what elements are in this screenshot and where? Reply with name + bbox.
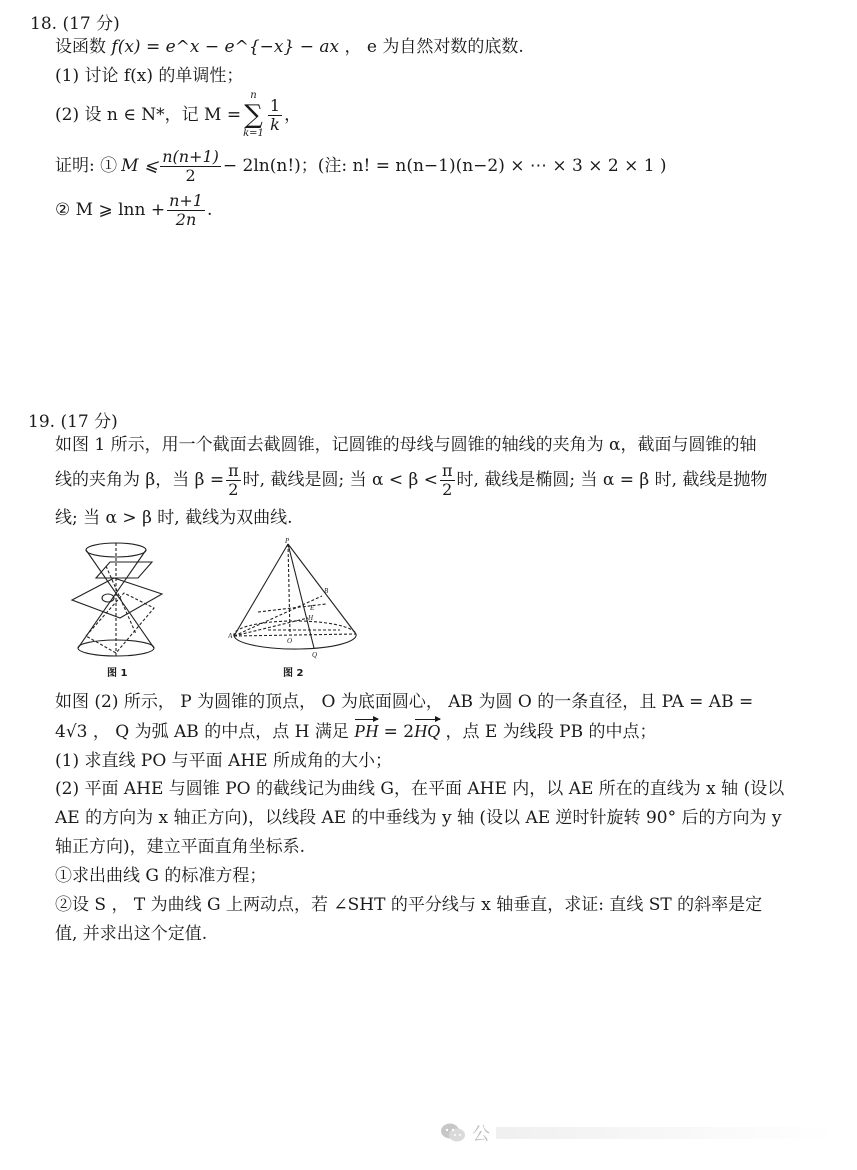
- frac-den: 2: [442, 479, 453, 499]
- q18-part2: [55, 90, 301, 140]
- figure-1-caption: 图 1: [107, 668, 128, 679]
- setup2-b: ，点 E 为线段 PB 的中点；: [445, 722, 657, 742]
- frac-num: π: [442, 460, 453, 480]
- frac-num: 1: [269, 95, 281, 115]
- frac-num: n+1: [169, 190, 203, 210]
- fig2-label-E: E: [310, 604, 315, 612]
- frac-num: n(n+1): [162, 146, 219, 166]
- q19-intro-line2: [55, 460, 767, 500]
- q18-stem-formula: = e^x − e^{−x} − ax: [145, 37, 340, 57]
- pi-half-2: [440, 462, 455, 499]
- q18-stem-pre: 设函数: [55, 37, 106, 57]
- watermark-blur: [496, 1127, 836, 1139]
- figure-2-cone: [228, 538, 363, 663]
- figure-2-caption: 图 2: [283, 668, 304, 679]
- frac-num: π: [228, 460, 239, 480]
- q18-proof2-post: .: [206, 200, 213, 220]
- fig2-label-Q: Q: [312, 651, 318, 659]
- q18-part2-post: ，: [284, 105, 302, 125]
- q19-part2-line2: AE 的方向为 x 轴正方向)，以线段 AE 的中垂线为 y 轴 (设以 AE 逆时针旋转 90° 后的方向为 y: [55, 808, 782, 828]
- intro2-a: 线的夹角为 β，当 β =: [55, 470, 225, 490]
- q18-part1: (1) 讨论 f(x) 的单调性；: [55, 66, 244, 86]
- frac-den: 2: [185, 165, 196, 185]
- frac-den: 2n: [175, 209, 197, 229]
- q19-intro-line3: 线; 当 α > β 时, 截线为双曲线.: [55, 508, 293, 528]
- intro2-b: 时, 截线是圆; 当 α < β <: [242, 470, 438, 490]
- q18-stem-fx: f(x): [111, 37, 141, 57]
- q18-stem-post: ， e 为自然对数的底数.: [344, 37, 524, 57]
- q18-proof2-lhs: ② M ⩾ lnn +: [55, 200, 166, 220]
- q19-sub1: ①求出曲线 G 的标准方程；: [55, 866, 267, 886]
- q18-proof1-lhs: M ⩽: [121, 156, 159, 176]
- q18-proof-label: 证明: ①: [55, 156, 118, 176]
- frac-den: k: [270, 114, 280, 134]
- q19-sub2-line1: ②设 S ， T 为曲线 G 上两动点，若 ∠SHT 的平分线与 x 轴垂直，求证: 直线 ST 的斜率是定: [55, 895, 763, 915]
- fig2-label-A: A: [228, 632, 233, 640]
- q18-score: (17 分): [62, 14, 120, 34]
- q18-header: [30, 9, 120, 34]
- frac-den: 2: [228, 479, 239, 499]
- fig2-label-H: H: [308, 614, 314, 622]
- q19-setup-line1: 如图 (2) 所示， P 为圆锥的顶点， O 为底面圆心， AB 为圆 O 的一条直径，且 PA = AB =: [55, 692, 754, 712]
- setup2-a: 4√3 ， Q 为弧 AB 的中点，点 H 满足: [55, 722, 349, 742]
- fig2-label-P: P: [285, 538, 290, 545]
- q19-number: 19.: [28, 412, 56, 432]
- q19-part1: (1) 求直线 PO 与平面 AHE 所成角的大小；: [55, 751, 392, 771]
- q18-summation: n ∑ k=1: [243, 90, 264, 139]
- sum-lower: k=1: [243, 128, 264, 139]
- wechat-icon: [440, 1122, 466, 1144]
- fig2-label-B: B: [324, 587, 329, 595]
- intro2-c: 时, 截线是椭圆; 当 α = β 时, 截线是抛物: [456, 470, 768, 490]
- watermark-text: 公: [472, 1124, 490, 1145]
- q18-frac-1k: [268, 97, 282, 134]
- q18-proof2: [55, 188, 212, 232]
- q19-setup-line2: [55, 721, 656, 742]
- q18-proof1-rest: − 2ln(n!)；(注: n! = n(n−1)(n−2) × ⋯ × 3 × 2 × 1 ): [222, 156, 667, 176]
- q18-proof2-frac: [167, 192, 205, 229]
- q18-stem: [55, 37, 524, 57]
- q18-proof1: [55, 143, 667, 189]
- watermark: [440, 1120, 836, 1146]
- q19-header: [28, 407, 118, 432]
- figure-1-double-cone: [66, 538, 176, 668]
- vector-HQ: HQ: [414, 721, 441, 741]
- q18-part2-pre: (2) 设 n ∈ N*，记 M =: [55, 105, 242, 125]
- vector-PH: PH: [354, 721, 379, 741]
- q19-sub2-line2: 值, 并求出这个定值.: [55, 924, 208, 944]
- q18-proof1-frac: [160, 148, 221, 185]
- q18-number: 18.: [30, 14, 58, 34]
- vector-eq: = 2: [383, 722, 415, 742]
- fig2-label-O: O: [287, 637, 293, 645]
- q19-score: (17 分): [60, 412, 118, 432]
- pi-half-1: [226, 462, 241, 499]
- q19-part2-line1: (2) 平面 AHE 与圆锥 PO 的截线记为曲线 G，在平面 AHE 内，以 AE 所在的直线为 x 轴 (设以: [55, 779, 785, 799]
- sum-upper: n: [250, 90, 257, 101]
- q19-part2-line3: 轴正方向)，建立平面直角坐标系.: [55, 837, 306, 857]
- q19-intro-line1: 如图 1 所示，用一个截面去截圆锥，记圆锥的母线与圆锥的轴线的夹角为 α，截面与圆锥的轴: [55, 435, 757, 455]
